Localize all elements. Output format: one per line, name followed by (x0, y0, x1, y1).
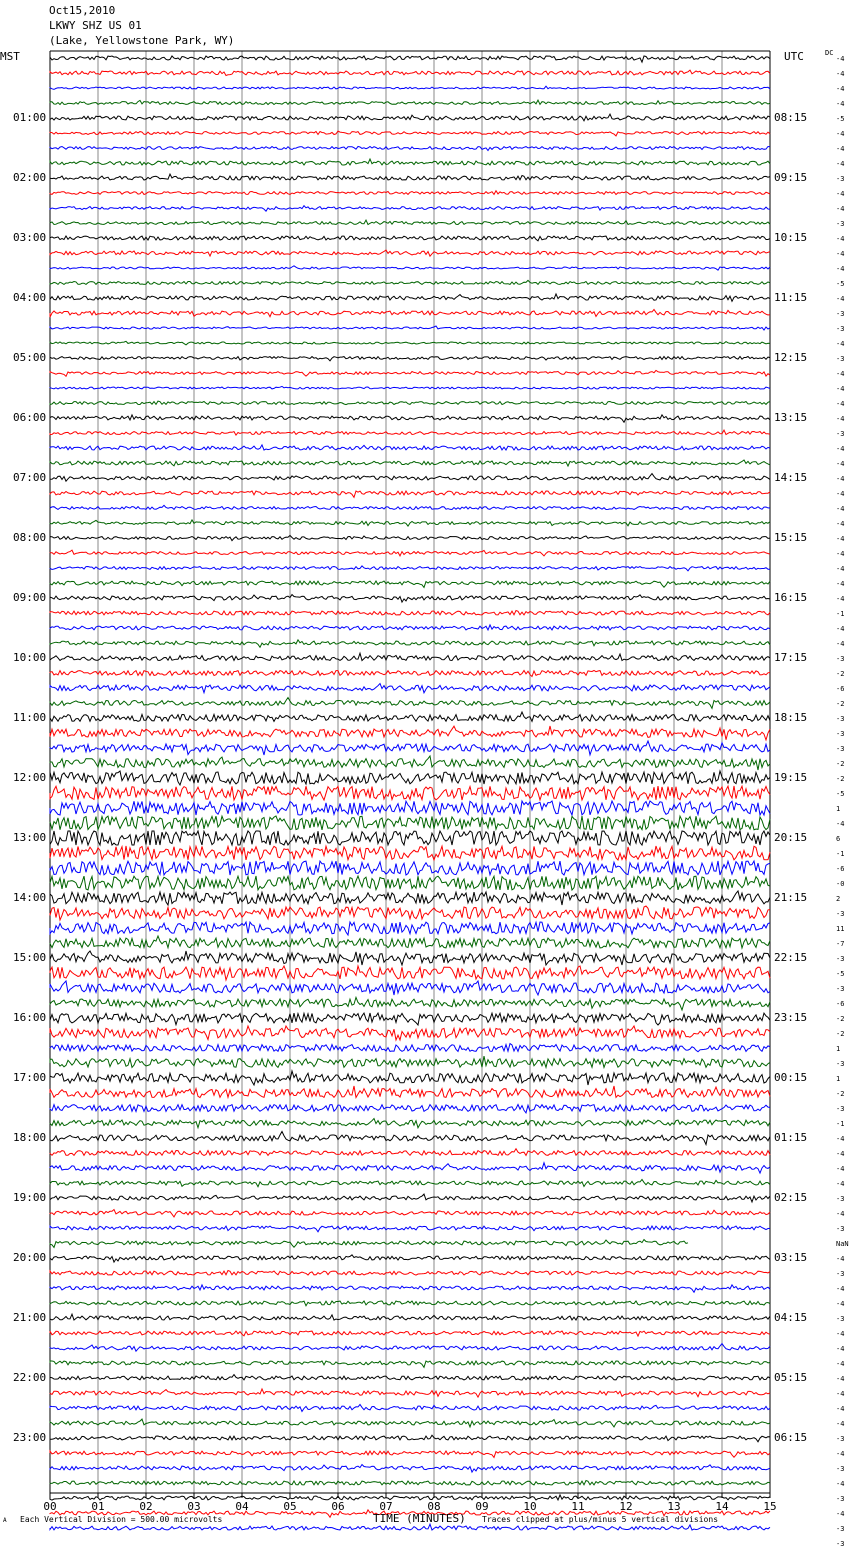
hour-label-right: 20:15 (774, 831, 808, 844)
dc-header: DC (825, 49, 834, 57)
hour-label-right: 04:15 (774, 1311, 808, 1324)
seismic-trace (50, 100, 770, 104)
seismic-trace (50, 1435, 770, 1442)
hour-label-left: 05:00 (13, 351, 47, 364)
dc-offset-value: -4 (836, 1510, 845, 1518)
hour-label-right: 11:15 (774, 291, 808, 304)
dc-offset-value: 1 (836, 1045, 841, 1053)
seismic-trace (50, 846, 770, 860)
dc-offset-value: -4 (836, 1420, 845, 1428)
seismic-trace (50, 1163, 770, 1173)
dc-offset-value: -3 (836, 745, 845, 753)
seismic-trace (50, 1210, 770, 1217)
dc-offset-value: -3 (836, 1060, 845, 1068)
hour-label-right: 17:15 (774, 651, 808, 664)
seismic-trace (50, 1524, 770, 1530)
dc-offset-value: -4 (836, 295, 845, 303)
dc-offset-value: -4 (836, 580, 845, 588)
dc-offset-value: -4 (836, 145, 845, 153)
seismic-trace (50, 1105, 770, 1113)
dc-offset-value: -2 (836, 760, 845, 768)
seismic-trace (50, 1389, 770, 1397)
x-tick-label: 08 (427, 1500, 441, 1513)
dc-offset-value: -1 (836, 610, 845, 618)
dc-offset-value: NaN (836, 1240, 849, 1248)
dc-offset-value: -3 (836, 175, 845, 183)
seismic-trace (50, 698, 770, 709)
dc-offset-value: -4 (836, 1135, 845, 1143)
seismic-trace (50, 771, 770, 785)
seismic-trace (50, 326, 770, 330)
seismic-trace (50, 1255, 770, 1262)
seismic-trace (50, 191, 770, 195)
left-timezone: MST (0, 50, 20, 63)
seismic-trace (50, 1419, 770, 1427)
hour-label-left: 22:00 (13, 1371, 47, 1384)
hour-label-right: 16:15 (774, 591, 808, 604)
dc-offset-value: -4 (836, 385, 845, 393)
seismic-trace (50, 726, 770, 740)
x-tick-label: 02 (139, 1500, 153, 1513)
x-tick-label: 12 (619, 1500, 633, 1513)
seismic-trace (50, 1026, 770, 1040)
hour-label-right: 10:15 (774, 231, 808, 244)
dc-offset-value: -4 (836, 820, 845, 828)
dc-offset-value: 6 (836, 835, 841, 843)
dc-offset-value: -5 (836, 790, 845, 798)
seismic-trace (50, 1301, 770, 1306)
dc-offset-value: -3 (836, 310, 845, 318)
dc-offset-value: -4 (836, 1210, 845, 1218)
dc-offset-value: -4 (836, 400, 845, 408)
dc-offset-value: -3 (836, 715, 845, 723)
dc-offset-value: -4 (836, 595, 845, 603)
seismic-trace (50, 936, 770, 948)
seismic-trace (50, 294, 770, 301)
dc-offset-value: -3 (836, 1195, 845, 1203)
seismic-trace (50, 1180, 770, 1187)
seismic-trace (50, 206, 770, 212)
dc-offset-value: -1 (836, 850, 845, 858)
x-tick-label: 00 (43, 1500, 57, 1513)
dc-offset-value: -3 (836, 1270, 845, 1278)
dc-offset-value: -4 (836, 490, 845, 498)
seismic-trace (50, 1405, 770, 1412)
seismic-trace (50, 1013, 770, 1025)
seismic-trace (50, 280, 770, 284)
clip-note: Traces clipped at plus/minus 5 vertical divisions (482, 1515, 719, 1524)
dc-offset-value: -3 (836, 325, 845, 333)
dc-offset-value: -5 (836, 115, 845, 123)
seismic-trace (50, 671, 770, 677)
x-tick-label: 15 (763, 1500, 777, 1513)
seismic-trace (50, 1071, 770, 1085)
dc-offset-value: -4 (836, 1375, 845, 1383)
hour-label-right: 18:15 (774, 711, 808, 724)
dc-offset-value: -4 (836, 250, 845, 258)
dc-offset-value: -3 (836, 430, 845, 438)
dc-offset-value: -5 (836, 280, 845, 288)
seismic-trace (50, 786, 770, 800)
scale-note: Each Vertical Division = 500.00 microvolts (20, 1515, 223, 1524)
seismic-trace (50, 966, 770, 980)
x-tick-label: 05 (283, 1500, 297, 1513)
seismic-trace (50, 535, 770, 540)
dc-offset-value: -3 (836, 1435, 845, 1443)
dc-offset-value: -3 (836, 955, 845, 963)
station-code: LKWY SHZ US 01 (49, 19, 142, 32)
x-tick-label: 11 (571, 1500, 585, 1513)
dc-offset-value: -4 (836, 235, 845, 243)
hour-label-right: 13:15 (774, 411, 808, 424)
dc-offset-value: -4 (836, 370, 845, 378)
seismic-trace (50, 816, 770, 830)
seismic-trace (50, 1119, 770, 1128)
x-tick-label: 04 (235, 1500, 249, 1513)
dc-offset-value: -6 (836, 685, 845, 693)
dc-offset-value: -3 (836, 1525, 845, 1533)
x-tick-label: 10 (523, 1500, 537, 1513)
dc-offset-value: -3 (836, 1465, 845, 1473)
hour-label-left: 02:00 (13, 171, 47, 184)
hour-label-left: 15:00 (13, 951, 47, 964)
hour-label-right: 12:15 (774, 351, 808, 364)
seismic-trace (50, 891, 770, 905)
seismic-trace (50, 1495, 770, 1500)
seismic-trace (50, 505, 770, 509)
dc-offset-value: -3 (836, 220, 845, 228)
seismic-trace (50, 266, 770, 270)
seismic-trace (50, 566, 770, 571)
hour-label-right: 15:15 (774, 531, 808, 544)
seismic-trace (50, 861, 770, 875)
seismic-trace (50, 159, 770, 165)
hour-label-left: 08:00 (13, 531, 47, 544)
dc-offset-value: -4 (836, 160, 845, 168)
dc-offset-value: -4 (836, 550, 845, 558)
hour-label-right: 08:15 (774, 111, 808, 124)
seismic-trace (50, 981, 770, 995)
hour-label-left: 14:00 (13, 891, 47, 904)
hour-label-right: 00:15 (774, 1071, 808, 1084)
dc-offset-value: -3 (836, 355, 845, 363)
hour-label-right: 06:15 (774, 1431, 808, 1444)
dc-offset-value: -2 (836, 1015, 845, 1023)
hour-label-right: 22:15 (774, 951, 808, 964)
hour-label-left: 19:00 (13, 1191, 47, 1204)
seismic-trace (50, 520, 770, 526)
seismic-trace (50, 951, 770, 965)
seismic-trace (50, 1451, 770, 1457)
station-location: (Lake, Yellowstone Park, WY) (49, 34, 235, 47)
seismic-trace (50, 1361, 770, 1367)
x-tick-label: 01 (91, 1500, 105, 1513)
seismic-trace (50, 1465, 770, 1473)
hour-label-left: 03:00 (13, 231, 47, 244)
right-timezone: UTC (784, 50, 804, 63)
dc-offset-value: -4 (836, 1255, 845, 1263)
seismic-trace (50, 70, 770, 75)
seismic-trace (50, 250, 770, 256)
seismic-trace (50, 876, 770, 890)
chart-date: Oct15,2010 (49, 4, 116, 17)
seismic-trace (50, 581, 770, 587)
seismic-trace (50, 174, 770, 180)
seismic-trace (50, 922, 770, 935)
dc-offset-value: -4 (836, 190, 845, 198)
seismic-trace (50, 756, 770, 770)
seismic-trace (50, 1132, 770, 1145)
hour-label-right: 19:15 (774, 771, 808, 784)
seismic-trace (50, 430, 770, 435)
dc-offset-value: -4 (836, 1300, 845, 1308)
dc-offset-value: -4 (836, 1150, 845, 1158)
seismic-trace (50, 1194, 770, 1202)
dc-offset-value: -4 (836, 1360, 845, 1368)
seismic-trace (50, 445, 770, 450)
dc-offset-value: -3 (836, 910, 845, 918)
hour-label-left: 01:00 (13, 111, 47, 124)
seismic-trace (50, 357, 770, 361)
dc-offset-value: -2 (836, 1030, 845, 1038)
seismic-trace (50, 640, 770, 647)
seismic-trace (50, 595, 770, 603)
x-tick-label: 13 (667, 1500, 681, 1513)
hour-label-left: 11:00 (13, 711, 47, 724)
dc-offset-value: -4 (836, 1180, 845, 1188)
hour-label-left: 09:00 (13, 591, 47, 604)
dc-offset-value: -3 (836, 1495, 845, 1503)
seismic-trace (50, 1344, 770, 1352)
dc-offset-value: -4 (836, 340, 845, 348)
seismic-trace (50, 1149, 770, 1156)
seismic-trace (50, 625, 770, 630)
dc-offset-value: -4 (836, 535, 845, 543)
seismic-trace (50, 1285, 770, 1292)
seismic-trace (50, 1044, 770, 1052)
dc-offset-value: -4 (836, 1285, 845, 1293)
seismic-trace (50, 401, 770, 405)
seismic-trace (50, 474, 770, 482)
dc-offset-value: -3 (836, 730, 845, 738)
dc-offset-value: -4 (836, 1165, 845, 1173)
x-tick-label: 07 (379, 1500, 393, 1513)
seismic-trace (50, 1226, 770, 1232)
seismic-trace (50, 236, 770, 241)
hour-label-right: 09:15 (774, 171, 808, 184)
dc-offset-value: -2 (836, 670, 845, 678)
seismic-trace (50, 611, 770, 616)
dc-offset-value: -4 (836, 70, 845, 78)
hour-label-left: 16:00 (13, 1011, 47, 1024)
hour-label-left: 20:00 (13, 1251, 47, 1264)
hour-label-right: 23:15 (774, 1011, 808, 1024)
seismic-trace (50, 1086, 770, 1098)
seismic-trace (50, 1331, 770, 1336)
seismic-trace (50, 147, 770, 151)
hour-label-left: 12:00 (13, 771, 47, 784)
dc-offset-value: 2 (836, 895, 841, 903)
dc-offset-value: -2 (836, 1090, 845, 1098)
x-tick-label: 09 (475, 1500, 489, 1513)
dc-offset-value: -2 (836, 700, 845, 708)
hour-label-left: 17:00 (13, 1071, 47, 1084)
hour-label-left: 07:00 (13, 471, 47, 484)
x-axis-title: TIME (MINUTES) (373, 1512, 466, 1525)
dc-offset-value: -3 (836, 1540, 845, 1548)
dc-offset-value: -4 (836, 1345, 845, 1353)
seismic-trace (50, 1481, 770, 1486)
hour-label-left: 23:00 (13, 1431, 47, 1444)
dc-offset-value: -4 (836, 565, 845, 573)
dc-offset-value: -4 (836, 100, 845, 108)
seismic-trace (50, 491, 770, 497)
seismic-trace (50, 370, 770, 376)
dc-offset-value: -3 (836, 1315, 845, 1323)
dc-offset-value: -6 (836, 1000, 845, 1008)
dc-offset-value: 11 (836, 925, 845, 933)
dc-offset-value: -4 (836, 130, 845, 138)
dc-offset-value: -4 (836, 445, 845, 453)
seismic-trace (50, 131, 770, 136)
dc-offset-value: -4 (836, 1330, 845, 1338)
seismic-trace (50, 386, 770, 389)
seismic-trace (50, 415, 770, 422)
seismic-trace (50, 86, 770, 89)
seismic-trace (50, 220, 770, 224)
x-tick-label: 06 (331, 1500, 345, 1513)
hour-label-left: 18:00 (13, 1131, 47, 1144)
dc-offset-value: -4 (836, 55, 845, 63)
seismic-trace (50, 550, 770, 556)
dc-offset-value: 1 (836, 805, 841, 813)
hour-label-right: 21:15 (774, 891, 808, 904)
dc-offset-value: -0 (836, 880, 845, 888)
x-tick-label: 03 (187, 1500, 201, 1513)
seismic-trace (50, 56, 770, 62)
seismic-trace (50, 684, 770, 693)
dc-offset-value: -7 (836, 940, 845, 948)
dc-offset-value: -4 (836, 475, 845, 483)
dc-offset-value: -3 (836, 1225, 845, 1233)
seismic-trace (50, 1314, 770, 1320)
hour-label-right: 03:15 (774, 1251, 808, 1264)
dc-offset-value: 1 (836, 1075, 841, 1083)
dc-offset-value: -4 (836, 520, 845, 528)
dc-offset-value: -6 (836, 865, 845, 873)
dc-offset-value: -3 (836, 655, 845, 663)
seismic-trace (50, 1056, 770, 1067)
dc-offset-value: -4 (836, 1450, 845, 1458)
dc-offset-value: -1 (836, 1120, 845, 1128)
hour-label-left: 10:00 (13, 651, 47, 664)
dc-offset-value: -4 (836, 1480, 845, 1488)
seismic-trace (50, 114, 770, 121)
hour-label-right: 14:15 (774, 471, 808, 484)
dc-offset-value: -3 (836, 1105, 845, 1113)
dc-offset-value: -4 (836, 1405, 845, 1413)
hour-label-right: 02:15 (774, 1191, 808, 1204)
hour-label-right: 05:15 (774, 1371, 808, 1384)
seismic-trace (50, 831, 770, 845)
corner-mark: A (3, 1517, 7, 1524)
dc-offset-value: -4 (836, 640, 845, 648)
dc-offset-value: -4 (836, 460, 845, 468)
hour-label-left: 21:00 (13, 1311, 47, 1324)
seismic-trace (50, 310, 770, 318)
dc-offset-value: -4 (836, 1390, 845, 1398)
hour-label-right: 01:15 (774, 1131, 808, 1144)
dc-offset-value: -4 (836, 205, 845, 213)
dc-offset-value: -4 (836, 505, 845, 513)
dc-offset-value: -4 (836, 85, 845, 93)
hour-label-left: 13:00 (13, 831, 47, 844)
dc-offset-value: -4 (836, 415, 845, 423)
dc-offset-value: -5 (836, 970, 845, 978)
dc-offset-value: -3 (836, 985, 845, 993)
hour-label-left: 04:00 (13, 291, 47, 304)
seismic-trace (50, 741, 770, 755)
seismic-trace (50, 906, 770, 920)
hour-label-left: 06:00 (13, 411, 47, 424)
seismic-trace (50, 1271, 770, 1276)
seismic-trace (50, 801, 770, 815)
dc-offset-value: -2 (836, 775, 845, 783)
dc-offset-value: -4 (836, 265, 845, 273)
seismic-trace (50, 1375, 770, 1380)
dc-offset-value: -4 (836, 625, 845, 633)
x-tick-label: 14 (715, 1500, 729, 1513)
seismic-trace (50, 712, 770, 721)
seismic-trace (50, 341, 770, 345)
seismic-trace (50, 653, 770, 660)
seismic-trace (50, 460, 770, 466)
seismic-trace (50, 997, 770, 1010)
